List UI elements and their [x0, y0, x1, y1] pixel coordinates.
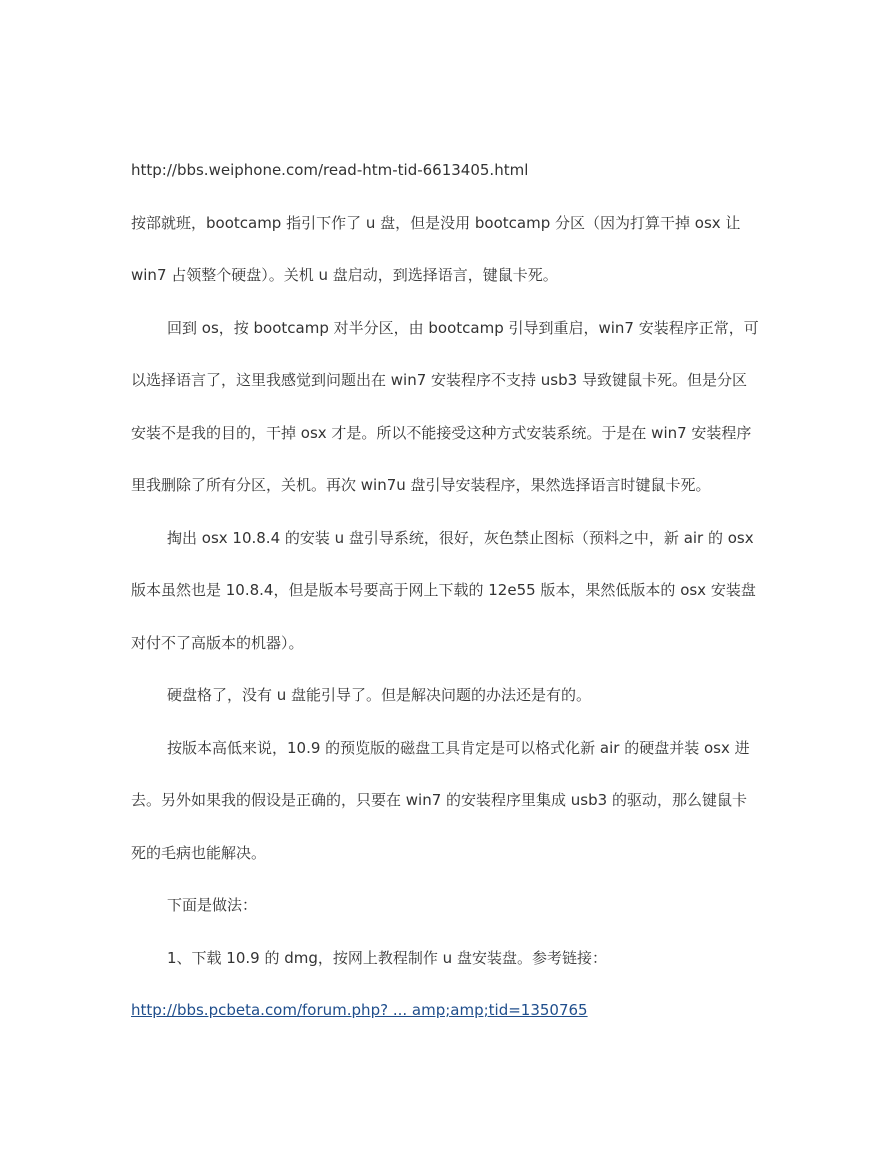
paragraph-4-line-1: 硬盘格了，没有 u 盘能引导了。但是解决问题的办法还是有的。: [167, 686, 592, 704]
paragraph-3-line-2: 版本虽然也是 10.8.4，但是版本号要高于网上下载的 12e55 版本，果然低版本的 osx 安装盘: [131, 581, 756, 599]
paragraph-5-line-3: 死的毛病也能解决。: [131, 844, 267, 862]
paragraph-2-line-3: 安装不是我的目的，干掉 osx 才是。所以不能接受这种方式安装系统。于是在 win7 安装程序: [131, 424, 752, 442]
paragraph-2-line-4: 里我删除了所有分区，关机。再次 win7u 盘引导安装程序，果然选择语言时键鼠卡死。: [131, 476, 711, 494]
paragraph-2-line-1: 回到 os，按 bootcamp 对半分区，由 bootcamp 引导到重启，win7 安装程序正常，可: [167, 319, 759, 337]
paragraph-3-line-1: 掏出 osx 10.8.4 的安装 u 盘引导系统，很好，灰色禁止图标（预料之中，新 air 的 osx: [167, 529, 754, 547]
paragraph-1-line-2: win7 占领整个硬盘）。关机 u 盘启动，到选择语言，键鼠卡死。: [131, 266, 558, 284]
paragraph-2-line-2: 以选择语言了，这里我感觉到问题出在 win7 安装程序不支持 usb3 导致键鼠卡死。但是分区: [131, 371, 747, 389]
source-url-text: http://bbs.weiphone.com/read-htm-tid-6613405.html: [131, 161, 529, 179]
steps-heading: 下面是做法：: [167, 896, 258, 914]
reference-link[interactable]: http://bbs.pcbeta.com/forum.php? ... amp;amp;tid=1350765: [131, 1001, 588, 1019]
paragraph-5-line-1: 按版本高低来说，10.9 的预览版的磁盘工具肯定是可以格式化新 air 的硬盘并装 osx 进: [167, 739, 750, 757]
paragraph-1-line-1: 按部就班，bootcamp 指引下作了 u 盘，但是没用 bootcamp 分区（因为打算干掉 osx 让: [131, 214, 741, 232]
paragraph-3-line-3: 对付不了高版本的机器）。: [131, 634, 304, 652]
paragraph-5-line-2: 去。另外如果我的假设是正确的，只要在 win7 的安装程序里集成 usb3 的驱动，那么键鼠卡: [131, 791, 747, 809]
step-1-text: 1、下载 10.9 的 dmg，按网上教程制作 u 盘安装盘。参考链接：: [167, 949, 607, 967]
